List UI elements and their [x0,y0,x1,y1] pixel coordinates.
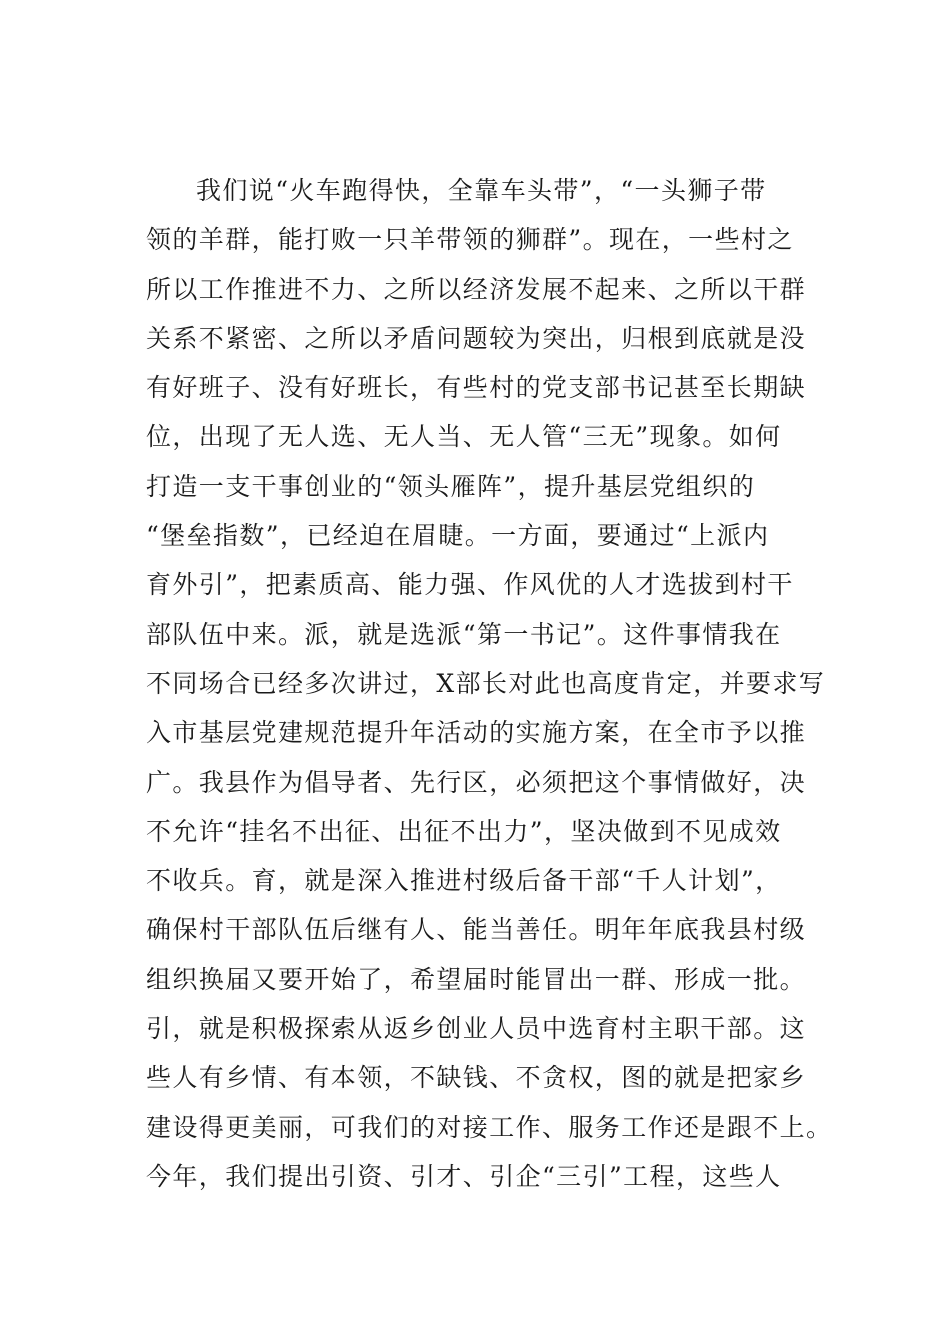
paragraph-line: 领的羊群，能打败一只羊带领的狮群”。现在，一些村之 [146,225,794,255]
paragraph-line: 引，就是积极探索从返乡创业人员中选育村主职干部。这 [146,1014,807,1044]
paragraph-line: “堡垒指数”，已经迫在眉睫。一方面，要通过“上派内 [146,521,770,551]
paragraph-line: 确保村干部队伍后继有人、能当善任。明年年底我县村级 [146,915,807,945]
paragraph-line: 育外引”，把素质高、能力强、作风优的人才选拔到村干 [146,570,794,600]
paragraph-line: 有好班子、没有好班长，有些村的党支部书记甚至长期缺 [146,373,807,403]
paragraph-line: 不同场合已经多次讲过，X部长对此也高度肯定，并要求写 [146,668,826,698]
paragraph-line: 些人有乡情、有本领，不缺钱、不贪权，图的就是把家乡 [146,1063,807,1093]
paragraph-line: 不允许“挂名不出征、出征不出力”，坚决做到不见成效 [146,816,782,846]
paragraph-line: 所以工作推进不力、之所以经济发展不起来、之所以干群 [146,274,807,304]
paragraph-line: 今年，我们提出引资、引才、引企“三引”工程，这些人 [146,1161,782,1191]
paragraph-line: 位，出现了无人选、无人当、无人管“三无”现象。如何 [146,422,782,452]
paragraph-line: 部队伍中来。派，就是选派“第一书记”。这件事情我在 [146,619,782,649]
paragraph-line: 我们说“火车跑得快，全靠车头带”，“一头狮子带 [196,176,767,205]
paragraph-line: 广。我县作为倡导者、先行区，必须把这个事情做好，决 [146,767,807,797]
paragraph-line: 打造一支干事创业的“领头雁阵”，提升基层党组织的 [146,471,756,501]
paragraph-line: 关系不紧密、之所以矛盾问题较为突出，归根到底就是没 [146,323,807,353]
paragraph-line: 入市基层党建规范提升年活动的实施方案，在全市予以推 [146,718,807,748]
body-paragraph [146,166,833,1201]
paragraph-line: 不收兵。育，就是深入推进村级后备干部“千人计划”， [146,866,782,896]
paragraph-line: 建设得更美丽，可我们的对接工作、服务工作还是跟不上。 [146,1112,833,1142]
paragraph-line: 组织换届又要开始了，希望届时能冒出一群、形成一批。 [146,964,807,994]
